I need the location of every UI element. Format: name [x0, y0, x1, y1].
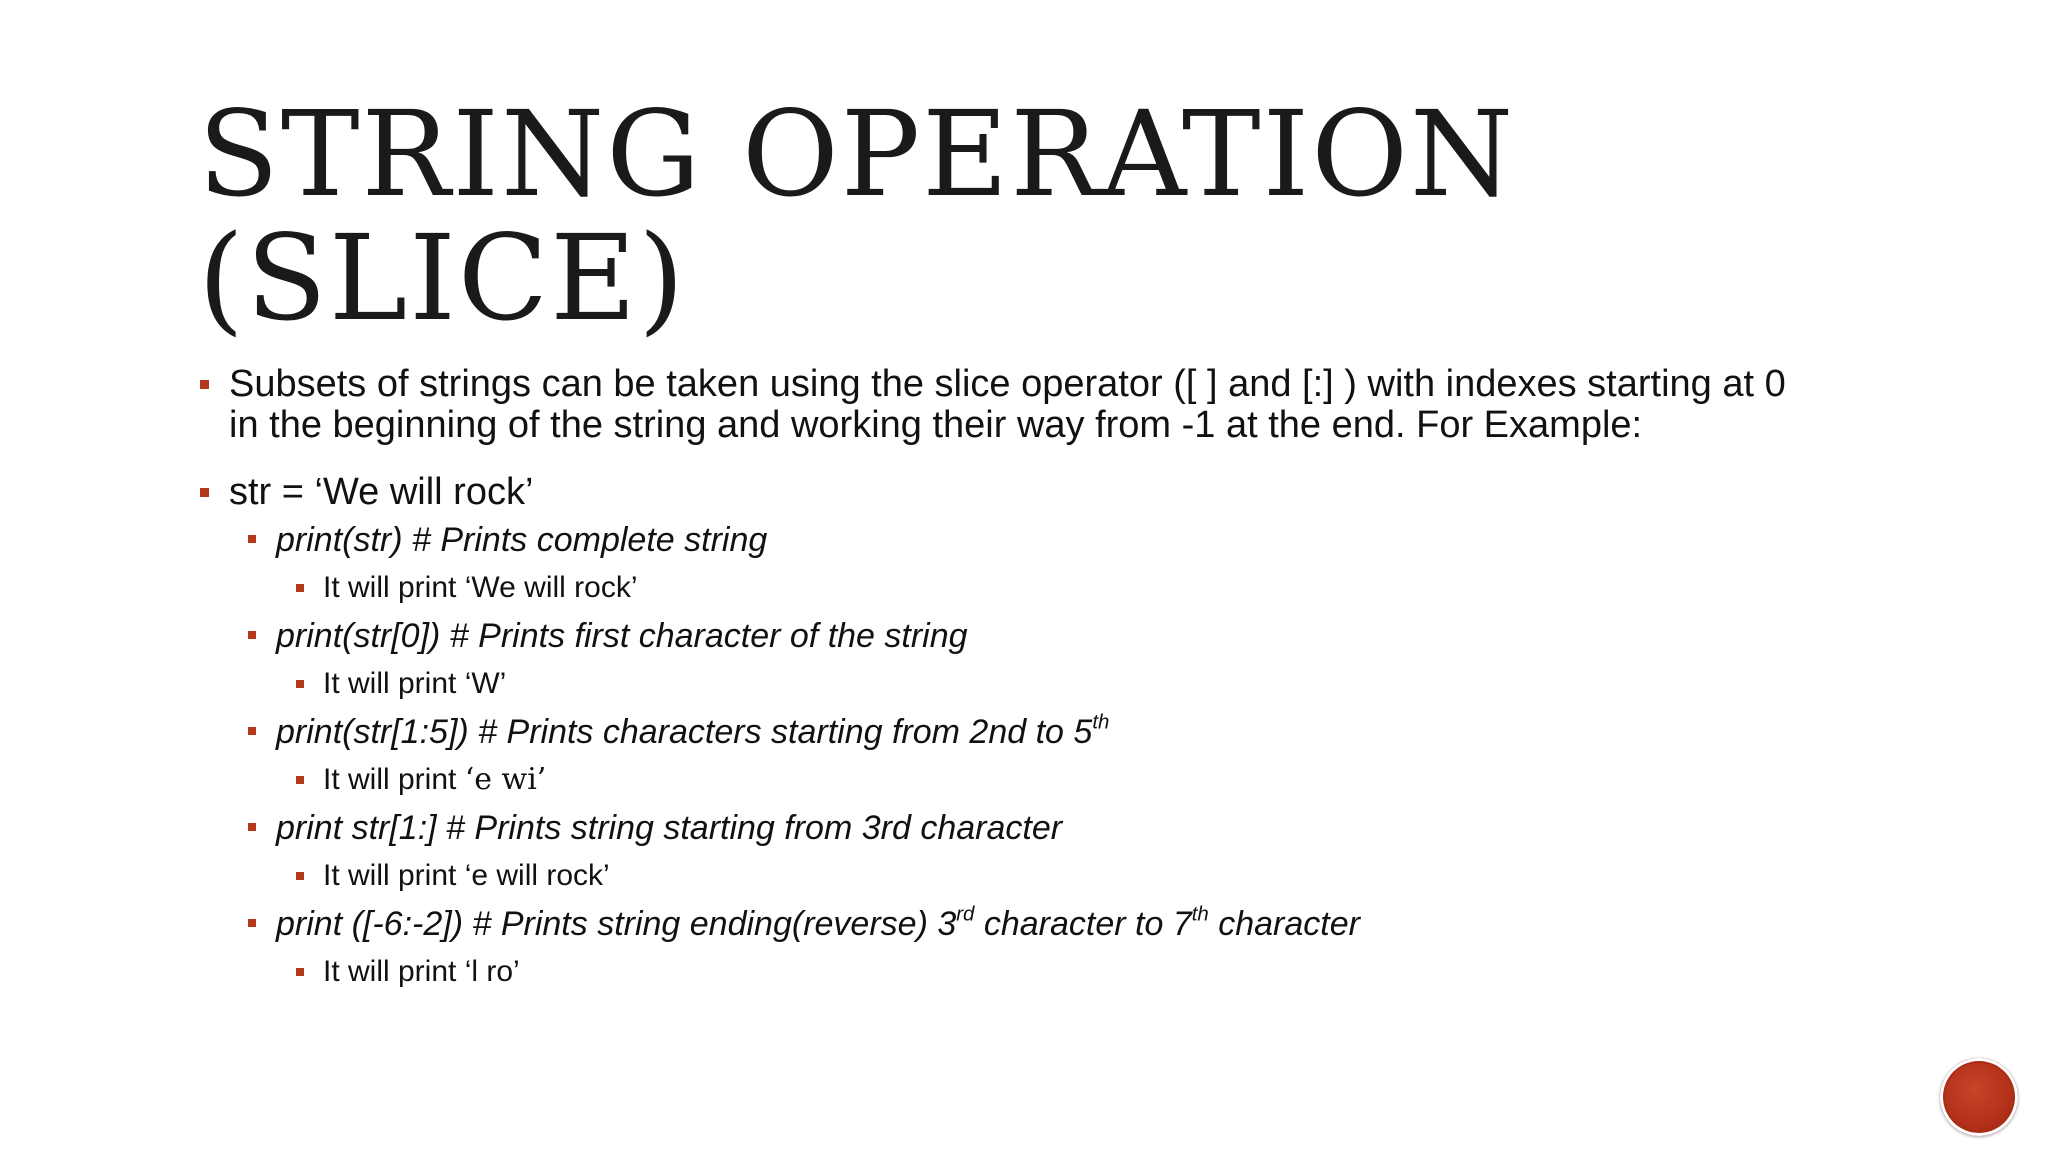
result-text: It will print ‘We will rock’ [323, 571, 638, 604]
result-bullet [198, 948, 1898, 996]
result-value: ‘e wi’ [464, 762, 547, 797]
square-bullet-icon [248, 727, 256, 735]
code-text-part1: print ([-6:-2]) # Prints string ending(reverse) 3 [276, 905, 957, 943]
slide-nav-button[interactable] [1940, 1058, 2018, 1136]
code-text: print(str[1:5]) # Prints characters starting from 2nd to 5 [276, 713, 1093, 751]
slide-title [198, 85, 1898, 347]
code-text: print(str) # Prints complete string [276, 521, 768, 559]
square-bullet-icon [248, 823, 256, 831]
code-text-part2: character to 7 [974, 905, 1192, 943]
result-text: It will print [323, 763, 465, 796]
result-bullet [198, 564, 1898, 612]
square-bullet-icon [248, 919, 256, 927]
code-bullet [198, 804, 1898, 852]
code-bullet [198, 612, 1898, 660]
code-bullet [198, 900, 1898, 948]
result-bullet [198, 660, 1898, 708]
square-bullet-icon [296, 872, 304, 880]
slide-body [198, 364, 1898, 996]
result-text: It will print ‘l ro’ [323, 955, 520, 988]
code-text: print(str[0]) # Prints first character of the string [276, 617, 968, 655]
code-text: print str[1:] # Prints string starting from 3rd character [276, 809, 1063, 847]
slide-title-line1: STRING OPERATION [198, 85, 1516, 223]
result-bullet [198, 852, 1898, 900]
result-text: It will print ‘W’ [323, 667, 507, 700]
code-bullet [198, 516, 1898, 564]
str-assignment-text: str = ‘We will rock’ [229, 471, 534, 513]
code-bullet [198, 708, 1898, 756]
square-bullet-icon [296, 680, 304, 688]
result-text: It will print ‘e will rock’ [323, 859, 610, 892]
intro-text-line2: in the beginning of the string and working their way from -1 at the end. For Example: [229, 404, 1643, 446]
intro-bullet [198, 364, 1898, 446]
slide-title-line2: (SLICE) [198, 209, 687, 347]
square-bullet-icon [296, 584, 304, 592]
intro-text-line1: Subsets of strings can be taken using the slice operator ([ ] and [:] ) with indexes starting at 0 [229, 363, 1786, 405]
code-text-part3: character [1208, 905, 1360, 943]
square-bullet-icon [248, 631, 256, 639]
result-bullet [198, 756, 1898, 804]
square-bullet-icon [296, 776, 304, 784]
superscript: th [1191, 903, 1209, 926]
square-bullet-icon [200, 380, 209, 389]
str-assignment-bullet [198, 468, 1898, 516]
superscript: th [1092, 711, 1110, 734]
square-bullet-icon [200, 488, 209, 497]
square-bullet-icon [248, 535, 256, 543]
square-bullet-icon [296, 968, 304, 976]
superscript: rd [956, 903, 975, 926]
